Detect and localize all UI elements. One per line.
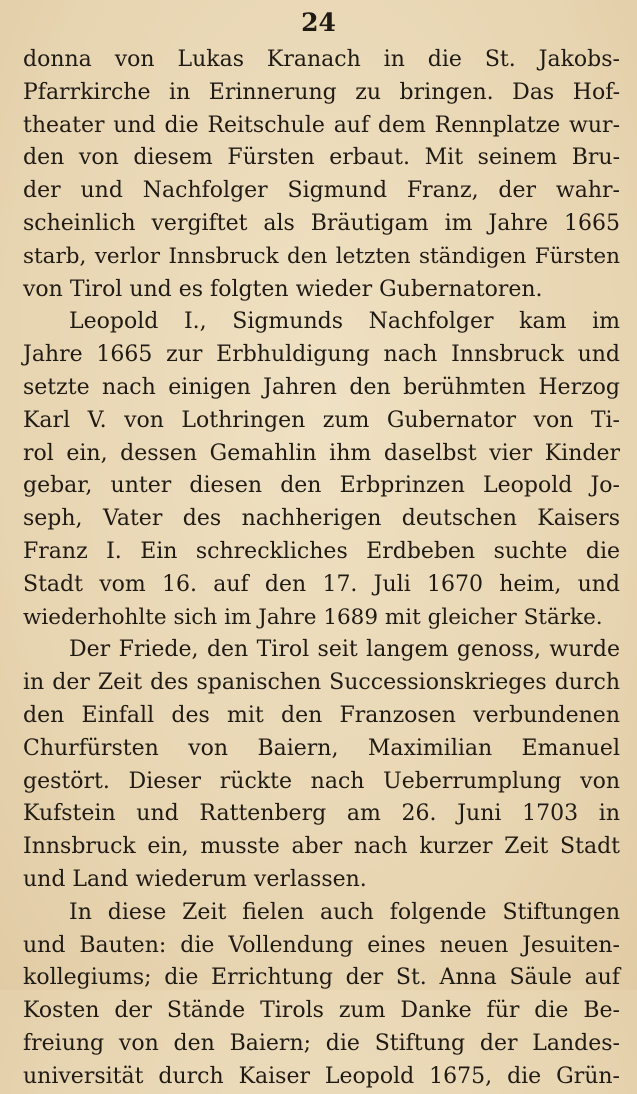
text-line: starb, verlor Innsbruck den letzten ständigen Fürsten [23, 243, 620, 269]
text-line: den Einfall des mit den Franzosen verbundenen [23, 702, 620, 728]
text-line: setzte nach einigen Jahren den berühmten Herzog [23, 374, 620, 400]
text-line: wiederhohlte sich im Jahre 1689 mit gleicher Stärke. [23, 604, 603, 630]
text-line: theater und die Reitschule auf dem Rennplatze wur- [23, 112, 620, 138]
text-line: Jahre 1665 zur Erbhuldigung nach Innsbruck und [23, 342, 620, 368]
page-number: 24 [301, 8, 336, 37]
text-line: Kosten der Stände Tirols zum Danke für die Be- [23, 998, 620, 1024]
text-line: gebar, unter diesen den Erbprinzen Leopold Jo- [23, 473, 620, 499]
text-line: gestört. Dieser rückte nach Ueberrumplung von [23, 768, 620, 794]
text-line: Churfürsten von Baiern, Maximilian Emanuel [23, 735, 620, 761]
text-line: Innsbruck ein, musste aber nach kurzer Zeit Stadt [23, 834, 620, 860]
text-line: kollegiums; die Errichtung der St. Anna Säule auf [23, 965, 620, 991]
text-line: Pfarrkirche in Erinnerung zu bringen. Das Hof- [23, 79, 620, 105]
text-line: scheinlich vergiftet als Bräutigam im Jahre 1665 [23, 210, 620, 236]
text-line: den von diesem Fürsten erbaut. Mit seinem Bru- [23, 145, 620, 171]
text-line: und Land wiederum verlassen. [23, 866, 367, 892]
text-line: in der Zeit des spanischen Successionskrieges durch [23, 670, 620, 696]
text-line: Franz I. Ein schreckliches Erdbeben suchte die [23, 538, 620, 564]
text-line: und Bauten: die Vollendung eines neuen Jesuiten- [23, 932, 620, 958]
text-line: universität durch Kaiser Leopold 1675, die Grün- [23, 1063, 620, 1089]
text-line: von Tirol und es folgten wieder Gubernatoren. [23, 276, 543, 302]
text-line: Karl V. von Lothringen zum Gubernator von Ti- [23, 407, 620, 433]
text-line: Kufstein und Rattenberg am 26. Juni 1703 in [23, 801, 620, 827]
text-line: Der Friede, den Tirol seit langem genoss, wurde [69, 637, 620, 663]
text-line: Stadt vom 16. auf den 17. Juli 1670 heim, und [23, 571, 620, 597]
text-line: donna von Lukas Kranach in die St. Jakobs- [23, 47, 620, 72]
body-text [23, 44, 620, 1094]
text-line: freiung von den Baiern; die Stiftung der Landes- [23, 1030, 620, 1056]
text-line: Leopold I., Sigmunds Nachfolger kam im [69, 309, 620, 335]
text-line: In diese Zeit fielen auch folgende Stiftungen [69, 899, 620, 925]
text-line: der und Nachfolger Sigmund Franz, der wahr- [23, 178, 620, 204]
text-line: rol ein, dessen Gemahlin ihm daselbst vier Kinder [23, 440, 620, 466]
text-line: seph, Vater des nachherigen deutschen Kaisers [23, 506, 620, 532]
